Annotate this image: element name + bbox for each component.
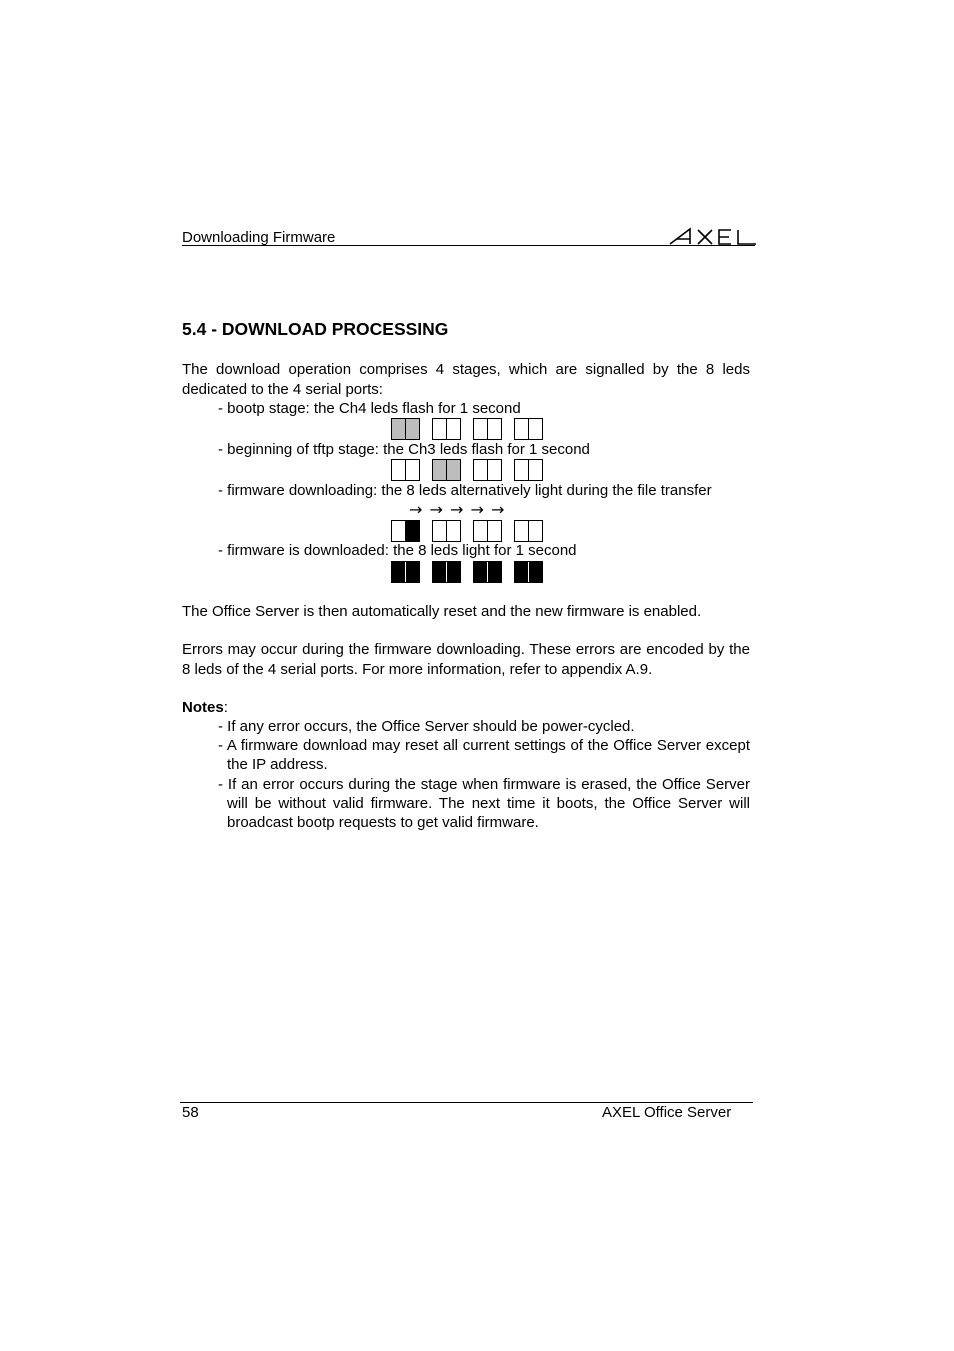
led-ch1 <box>514 459 543 481</box>
footer-rule <box>180 1102 753 1103</box>
note-item: - If an error occurs during the stage when firmware is erased, the Office Server will be without valid firmware. The next time it boots, the Office Server will broadcast bootp requests to get valid firmware. <box>218 776 750 832</box>
led-ch3 <box>432 418 461 440</box>
led-row-tftp <box>391 459 543 481</box>
note-item: - A firmware download may reset all current settings of the Office Server except the IP address. <box>218 737 750 774</box>
note-item: - If any error occurs, the Office Server should be power-cycled. <box>218 718 635 735</box>
stage-tftp: - beginning of tftp stage: the Ch3 leds flash for 1 second <box>218 441 590 458</box>
led-ch4 <box>391 418 420 440</box>
led-ch3 <box>432 520 461 542</box>
errors-paragraph: Errors may occur during the firmware downloading. These errors are encoded by the 8 leds of the 4 serial ports. For more information, refer to appendix A.9. <box>182 641 750 678</box>
led-ch1 <box>514 418 543 440</box>
reset-paragraph: The Office Server is then automatically reset and the new firmware is enabled. <box>182 603 702 620</box>
stage-downloading: - firmware downloading: the 8 leds alternatively light during the file transfer <box>218 482 712 499</box>
intro-paragraph: The download operation comprises 4 stages, which are signalled by the 8 leds dedicated to the 4 serial ports: <box>182 361 750 398</box>
led-ch2 <box>473 520 502 542</box>
led-ch4 <box>391 459 420 481</box>
led-ch3 <box>432 459 461 481</box>
sequence-arrows: → → → → → <box>409 500 506 519</box>
led-ch3 <box>432 561 461 583</box>
notes-label: Notes <box>182 699 224 716</box>
led-row-downloading <box>391 520 543 542</box>
led-ch1 <box>514 561 543 583</box>
notes-colon: : <box>223 699 228 716</box>
led-ch2 <box>473 459 502 481</box>
led-row-downloaded <box>391 561 543 583</box>
header-rule <box>182 245 755 246</box>
stage-downloaded: - firmware is downloaded: the 8 leds light for 1 second <box>218 542 577 559</box>
led-ch4 <box>391 561 420 583</box>
axel-logo <box>668 226 758 246</box>
led-ch2 <box>473 418 502 440</box>
page-number: 58 <box>182 1104 199 1121</box>
footer-product-name: AXEL Office Server <box>602 1104 732 1121</box>
running-header-title: Downloading Firmware <box>182 229 336 246</box>
stage-bootp: - bootp stage: the Ch4 leds flash for 1 second <box>218 400 521 417</box>
led-ch4 <box>391 520 420 542</box>
led-ch1 <box>514 520 543 542</box>
notes-heading <box>182 698 750 718</box>
section-heading: 5.4 - DOWNLOAD PROCESSING <box>182 319 449 339</box>
led-ch2 <box>473 561 502 583</box>
led-row-bootp <box>391 418 543 440</box>
